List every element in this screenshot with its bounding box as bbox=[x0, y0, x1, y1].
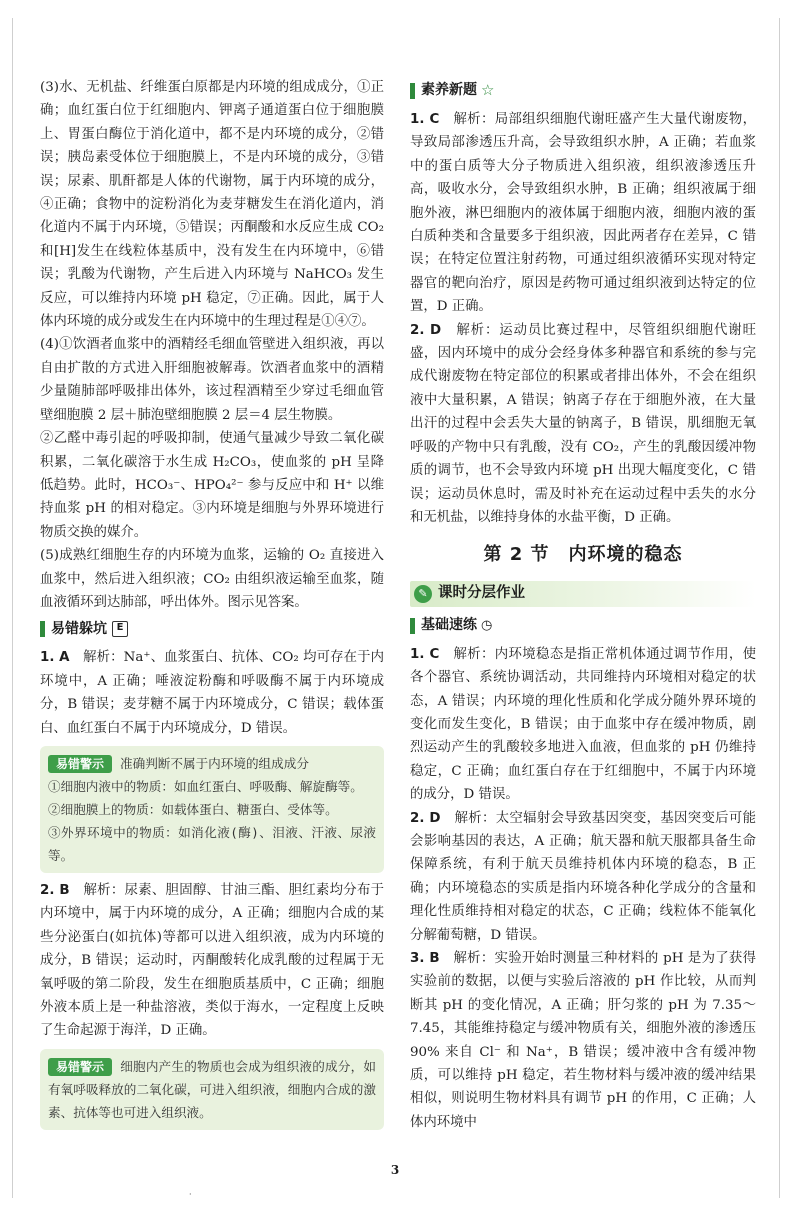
section-title: 易错躲坑 bbox=[51, 620, 107, 637]
section-title: 基础速练 bbox=[421, 617, 477, 634]
answer-text: 解析：内环境稳态是指正常机体通过调节作用，使各个器官、系统协调活动，共同维持内环境相对稳定的状态，A 错误；内环境的理化性质和化学成分随外界环境的变化而发生变化，B 错误；由于血浆中存在缓冲物质，剧烈运动产生的乳酸较多地进入血液，但血浆的 pH 仍维持稳定，C 正确；血红蛋白存在于红细胞中，不属于内环境的成分，D 错误。 bbox=[410, 646, 757, 803]
warning-line: ③外界环境中的物质：如消化液(酶)、泪液、汗液、尿液等。 bbox=[48, 824, 376, 863]
homework-banner bbox=[410, 581, 756, 607]
answer-number: 1. A bbox=[40, 650, 70, 666]
answer-part-4a: (4)①饮酒者血浆中的酒精经毛细血管壁进入组织液，再以自由扩散的方式进入肝细胞被解毒。饮酒者血浆中的酒精少量随肺部呼吸排出体外，该过程酒精至少穿过毛细血管壁细胞膜 2 层＋肺泡壁细胞膜 2 层＝4 层生物膜。 bbox=[40, 337, 384, 423]
answer-item bbox=[40, 879, 384, 1043]
leaf-icon: ✎ bbox=[414, 585, 432, 603]
answer-text: 解析：运动员比赛过程中，尽管组织细胞代谢旺盛，因内环境中的成分会经身体多种器官和系统的参与完成代谢废物在特定部位的积累或者排出体外，不会在组织液中大量积累，A 错误；钠离子存在于细胞外液，在大量出汗的过程中会丢失大量的钠离子，B 错误，肌细胞无氧呼吸的产物中只有乳酸，没有 CO₂，产生的乳酸因缓冲物质的调节，也不会导致内环境 pH 出现大幅度变化，C 错误；运动员休息时，需及时补充在运动过程中丢失的水分和无机盐，以维持身体的水盐平衡，D 正确。 bbox=[410, 322, 757, 525]
warning-heading: 准确判断不属于内环境的组成成分 bbox=[120, 755, 309, 771]
exam-badge-icon: E bbox=[112, 621, 128, 637]
answer-number: 3. B bbox=[410, 951, 440, 966]
section-basic-header bbox=[410, 615, 756, 637]
chapter-title: 第 2 节 内环境的稳态 bbox=[483, 544, 683, 566]
answer-text: 解析：尿素、胆固醇、甘油三酯、胆红素均分布于内环境中，属于内环境的成分，A 正确；细胞内合成的某些分泌蛋白(如抗体)等都可以进入组织液，成为内环境的成分，B 错误；运动时，丙酮酸转化成乳酸的过程属于无氧呼吸的第二阶段，发生在细胞质基质中，C 正确；细胞外液本质上是一种盐溶液，类似于海水，一定程度上反映了生命起源于海洋，D 正确。 bbox=[40, 882, 385, 1039]
answer-number: 1. C bbox=[410, 112, 440, 127]
page-number: 3 bbox=[390, 1163, 400, 1177]
answer-item bbox=[40, 646, 384, 740]
warning-header bbox=[48, 752, 376, 775]
warning-box bbox=[40, 746, 384, 873]
answer-number: 2. D bbox=[410, 810, 441, 826]
right-column bbox=[410, 76, 756, 1134]
answer-item bbox=[410, 643, 756, 807]
answer-item bbox=[410, 807, 756, 947]
section-yicuo-header bbox=[40, 618, 384, 640]
warning-tag: 易错警示 bbox=[48, 1058, 112, 1076]
answer-item bbox=[410, 319, 756, 530]
answer-part-3: (3)水、无机盐、纤维蛋白原都是内环境的组成成分，①正确；血红蛋白位于红细胞内、钾离子通道蛋白位于细胞膜上、胃蛋白酶位于消化道中，都不是内环境的成分，②错误；胰岛素受体位于细胞膜上，不是内环境的成分，③错误；尿素、肌酐都是人体的代谢物，属于内环境的成分，④正确；食物中的淀粉消化为麦芽糖发生在消化道内，消化道内不属于内环境，⑤错误；丙酮酸和水反应生成 CO₂ 和[H]发生在线粒体基质中，没有发生在内环境中，⑥错误；乳酸为代谢物，产生后进入内环境与 NaHCO₃ 发生反应，可以维持内环境 pH 稳定，⑦正确。因此，属于人体内环境的成分或发生在内环境中的生理过程是①④⑦。 bbox=[40, 80, 384, 330]
warning-line: ②细胞膜上的物质：如载体蛋白、糖蛋白、受体等。 bbox=[48, 801, 338, 817]
answer-item bbox=[410, 947, 756, 1134]
answer-number: 2. D bbox=[410, 322, 442, 338]
section-suyang-header bbox=[410, 80, 756, 102]
answer-number: 1. C bbox=[410, 646, 440, 662]
answer-text: 解析：Na⁺、血浆蛋白、抗体、CO₂ 均可存在于内环境中，A 正确；唾液淀粉酶和呼吸酶不属于内环境成分，B 错误；麦芽糖不属于内环境成分，C 错误；载体蛋白、血红蛋白不属于内环境成分，D 错误。 bbox=[40, 650, 384, 736]
banner-title: 课时分层作业 bbox=[438, 585, 525, 602]
answer-text: 解析：实验开始时测量三种材料的 pH 是为了获得实验前的数据，以便与实验后溶液的 pH 作比较，从而判断其 pH 的变化情况，A 正确；肝匀浆的 pH 为 7.35～7.45，其能维持稳定与缓冲物质有关，细胞外液的渗透压 90% 来自 Cl⁻ 和 Na⁺，B 错误；缓冲液中含有缓冲物质，可以维持 pH 稳定，若生物材料与缓冲液的缓冲结果相似，则说明生物材料具有调节 pH 的作用，C 正确；人体内环境中 bbox=[410, 951, 756, 1130]
answer-text: 解析：太空辐射会导致基因突变，基因突变后可能会影响基因的表达，A 正确；航天器和航天服都具备生命保障系统，有利于航天员维持机体内环境的稳态，B 正确；内环境稳态的实质是指内环境各种化学成分的含量和理化性质维持相对稳定的状态，C 正确；线粒体不能氧化分解葡萄糖，D 错误。 bbox=[410, 810, 757, 943]
answer-part-5: (5)成熟红细胞生存的内环境为血浆，运输的 O₂ 直接进入血浆中，然后进入组织液；CO₂ 由组织液运输至血浆，随血液循环到达肺部，呼出体外。图示见答案。 bbox=[40, 548, 384, 610]
star-icon: ☆ bbox=[481, 81, 495, 100]
left-column bbox=[40, 76, 384, 1136]
dot-mark: · bbox=[189, 1190, 192, 1199]
answer-item bbox=[410, 108, 756, 319]
warning-line: ①细胞内液中的物质：如血红蛋白、呼吸酶、解旋酶等。 bbox=[48, 778, 363, 794]
section-bar bbox=[410, 83, 415, 99]
warning-box bbox=[40, 1049, 384, 1130]
answer-text: 解析：局部组织细胞代谢旺盛产生大量代谢废物，导致局部渗透压升高，会导致组织水肿，A 正确；若血浆中的蛋白质等大分子物质进入组织液，组织液渗透压升高，吸收水分，会导致组织水肿，B 正确；组织液属于细胞外液，淋巴细胞内的液体属于细胞内液，细胞内液的蛋白质种类和含量要多于组织液，因此两者存在差异，C 错误；在特定位置注射药物，可通过组织液循环实现对特定器官的靶向治疗，原因是药物可通过组织液到达特定的位置，D 正确。 bbox=[410, 112, 757, 315]
section-bar bbox=[40, 621, 45, 637]
answer-number: 2. B bbox=[40, 882, 70, 898]
section-bar bbox=[410, 618, 415, 634]
warning-tag: 易错警示 bbox=[48, 755, 112, 773]
section-title: 素养新题 bbox=[421, 82, 477, 99]
answer-part-4b: ②乙醛中毒引起的呼吸抑制，使通气量减少导致二氧化碳积累，二氧化碳溶于水生成 H₂CO₃，使血浆的 pH 呈降低趋势。此时，HCO₃⁻、HPO₄²⁻ 参与反应中和 H⁺ 以维持血浆 pH 的相对稳定。③内环境是细胞与外界环境进行物质交换的媒介。 bbox=[40, 431, 384, 540]
clock-icon: ◷ bbox=[481, 618, 493, 634]
warning-text: 细胞内产生的物质也会成为组织液的成分，如有氧呼吸释放的二氧化碳，可进入组织液，细胞内合成的激素、抗体等也可进入组织液。 bbox=[48, 1058, 376, 1120]
